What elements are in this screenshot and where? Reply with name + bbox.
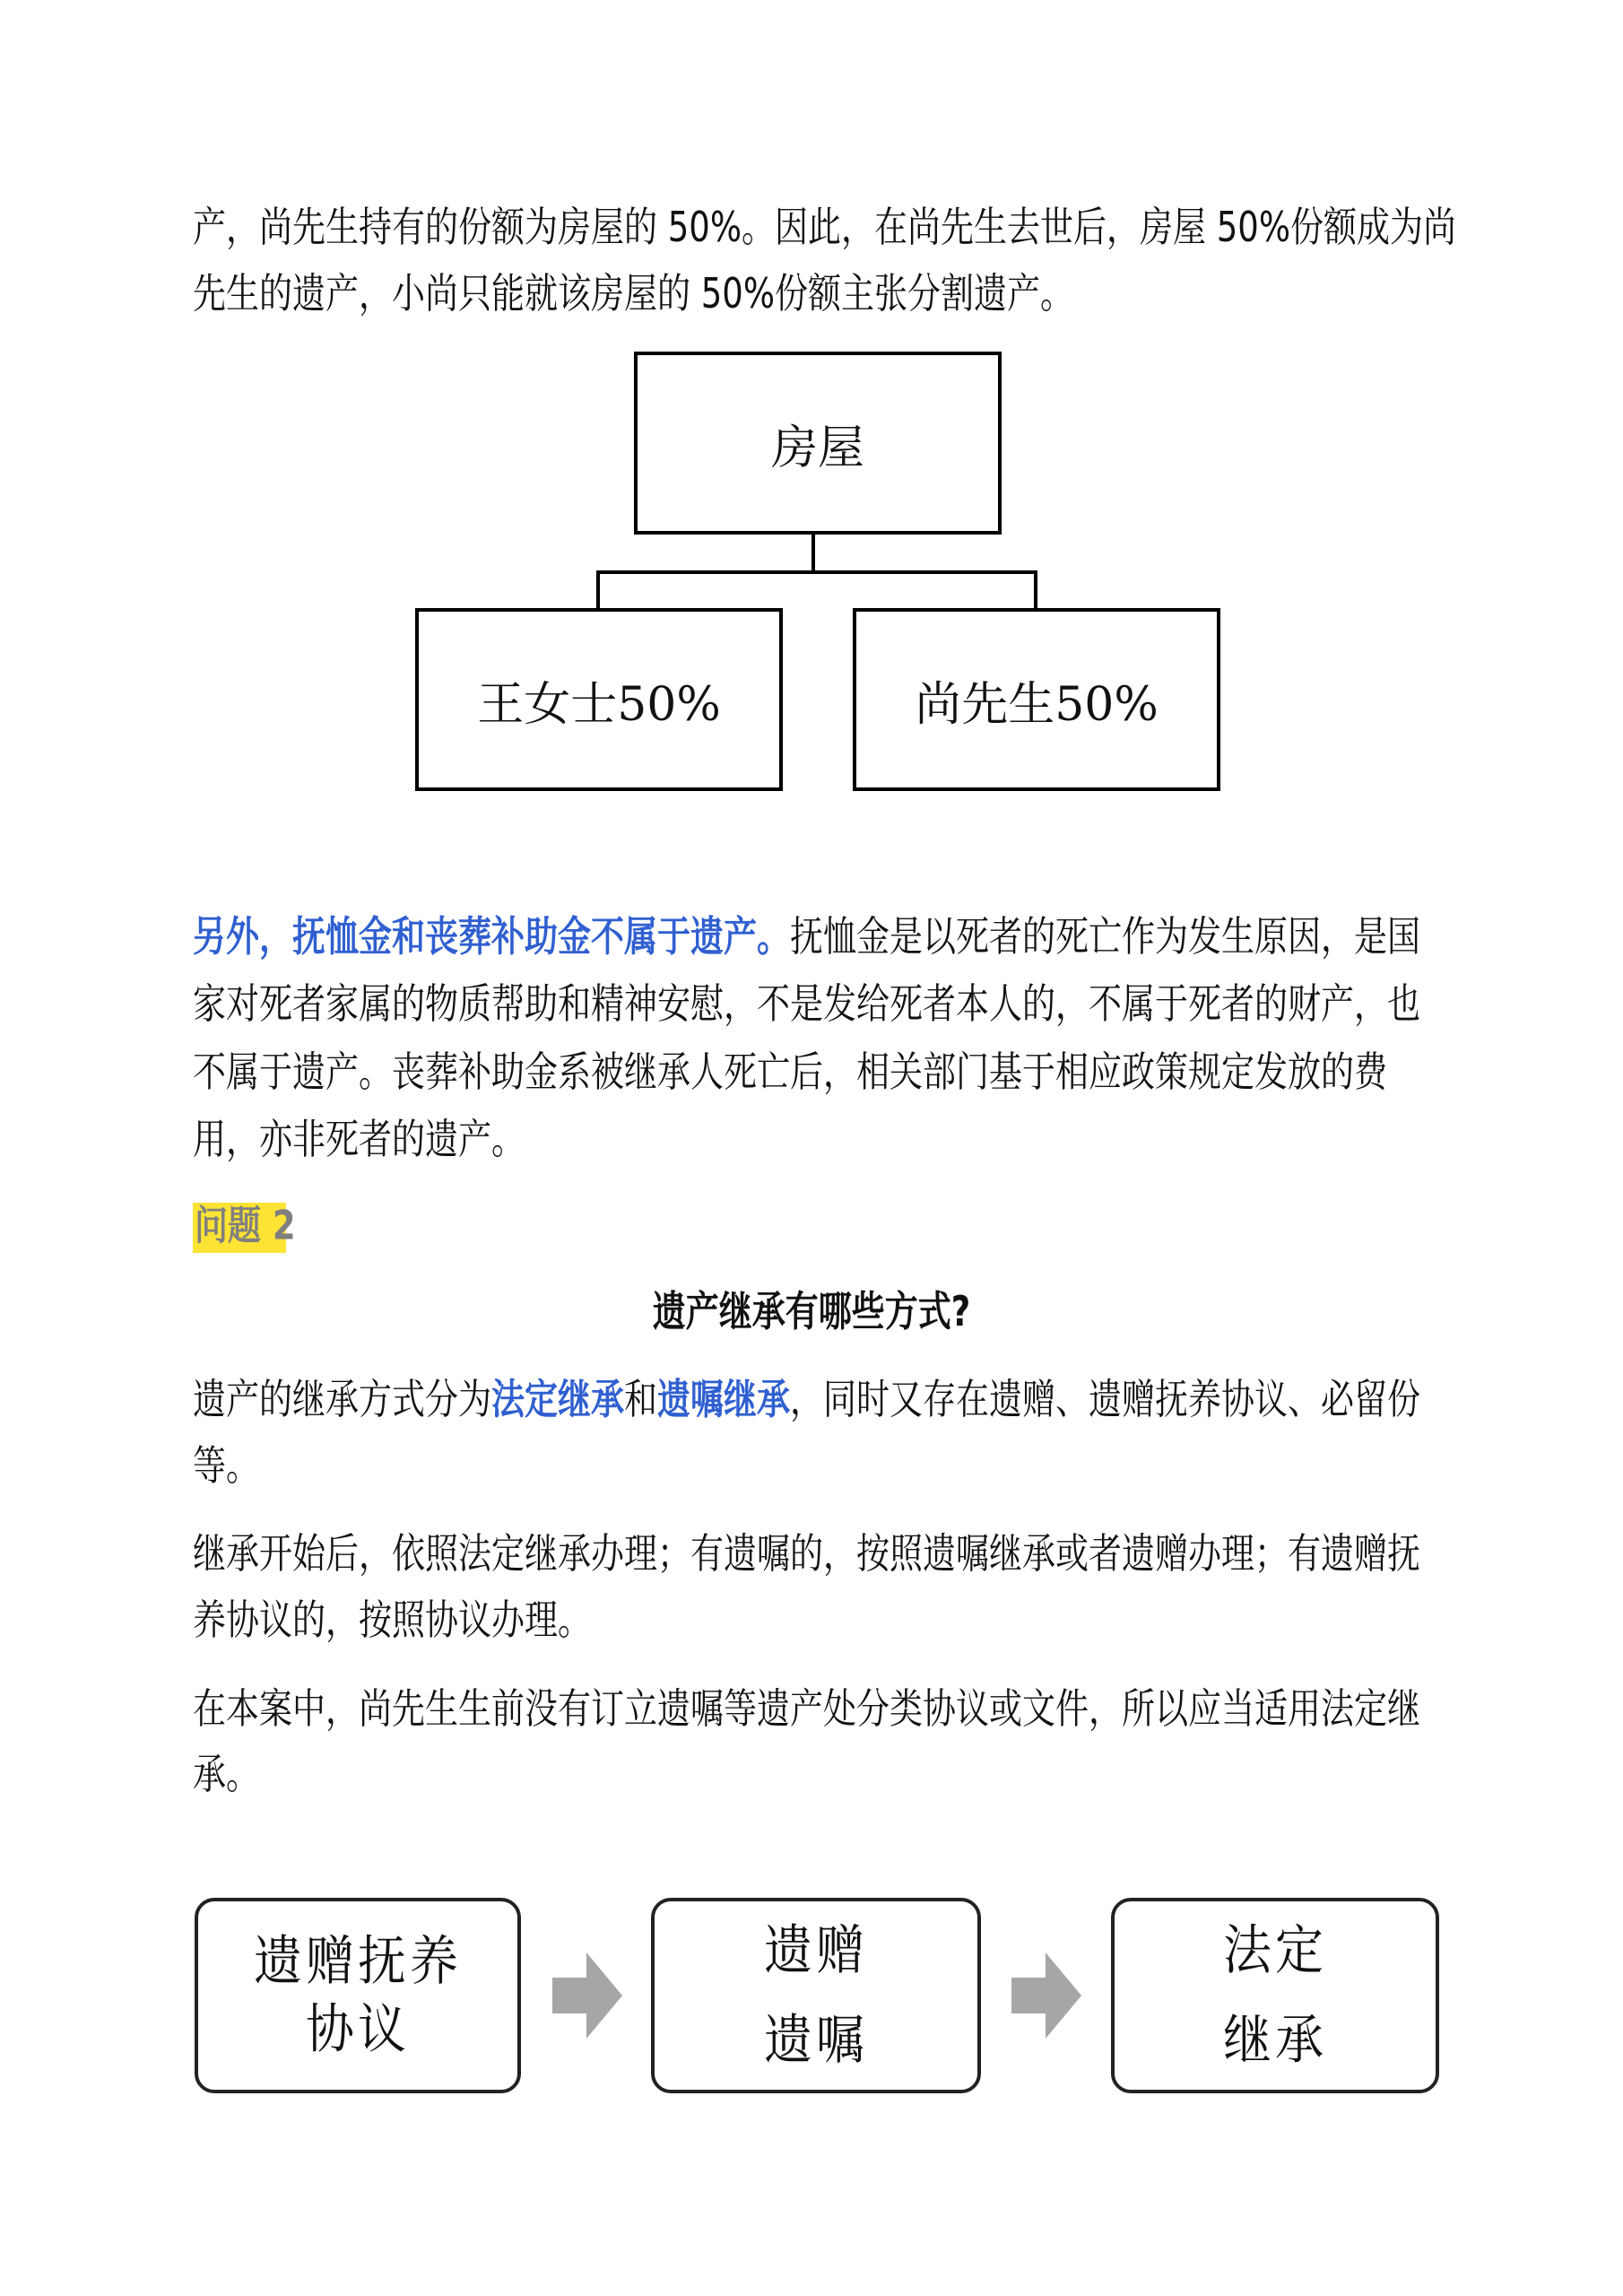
tree-root-box <box>634 352 1002 535</box>
tree-branch-line <box>596 570 1037 574</box>
tree-child-label-shang: 尚先生50% <box>915 677 1159 732</box>
compensation-line-1 <box>193 913 1420 962</box>
tree-stem-line <box>812 533 815 574</box>
flow-step-line: 法定 <box>1223 1918 1327 1982</box>
tree-child-label-wang: 王女士50% <box>477 677 721 732</box>
tree-left-drop-line <box>596 570 600 610</box>
statutory-inheritance-term: 法定继承 <box>491 1375 624 1424</box>
methods-p1-line-1 <box>193 1376 1420 1425</box>
compensation-line-4: 用，亦非死者的遗产。 <box>193 1115 525 1164</box>
methods-text: 和 <box>624 1375 657 1424</box>
flow-step-line: 遗赠抚养 <box>254 1929 462 1993</box>
tree-right-drop-line <box>1034 570 1037 610</box>
compensation-line-3: 不属于遗产。丧葬补助金系被继承人死亡后，相关部门基于相应政策规定发放的费 <box>193 1048 1387 1097</box>
flow-step-statutory-inheritance <box>1111 1898 1439 2093</box>
compensation-highlight: 另外，抚恤金和丧葬补助金不属于遗产。 <box>193 912 790 961</box>
flow-step-line: 协议 <box>306 1997 410 2061</box>
flow-step-line: 遗赠 <box>764 1918 868 1982</box>
flow-step-bequest-will <box>651 1898 981 2093</box>
arrow-right-icon <box>1011 1952 1081 2039</box>
methods-text: ，同时又存在遗赠、遗赠抚养协议、必留份 <box>790 1375 1420 1424</box>
question-title: 遗产继承有哪些方式? <box>652 1287 971 1336</box>
tree-child-box-wang <box>415 608 783 791</box>
flow-step-support-agreement <box>195 1898 521 2093</box>
flow-step-line: 遗嘱 <box>764 2008 868 2072</box>
question-label: 问题 2 <box>195 1202 296 1249</box>
tree-root-label: 房屋 <box>770 421 864 475</box>
flow-step-line: 继承 <box>1223 2008 1327 2072</box>
intro-line-2: 先生的遗产，小尚只能就该房屋的 50%份额主张分割遗产。 <box>193 269 1073 318</box>
compensation-line-1-rest: 抚恤金是以死者的死亡作为发生原因，是国 <box>790 912 1420 961</box>
question-label-badge <box>193 1202 296 1253</box>
methods-p2-line-1: 继承开始后，依照法定继承办理；有遗嘱的，按照遗嘱继承或者遗赠办理；有遗赠抚 <box>193 1529 1420 1578</box>
testamentary-inheritance-term: 遗嘱继承 <box>657 1375 790 1424</box>
tree-child-box-shang <box>853 608 1220 791</box>
methods-p3-line-1: 在本案中，尚先生生前没有订立遗嘱等遗产处分类协议或文件，所以应当适用法定继 <box>193 1684 1420 1734</box>
arrow-right-icon <box>552 1952 622 2039</box>
intro-line-1: 产，尚先生持有的份额为房屋的 50%。因此，在尚先生去世后，房屋 50%份额成为尚 <box>193 203 1456 252</box>
methods-text: 遗产的继承方式分为 <box>193 1375 491 1424</box>
methods-p2-line-2: 养协议的，按照协议办理。 <box>193 1596 591 1645</box>
compensation-line-2: 家对死者家属的物质帮助和精神安慰，不是发给死者本人的，不属于死者的财产，也 <box>193 979 1420 1029</box>
methods-p3-line-2: 承。 <box>193 1750 259 1799</box>
methods-p1-line-2: 等。 <box>193 1441 259 1491</box>
